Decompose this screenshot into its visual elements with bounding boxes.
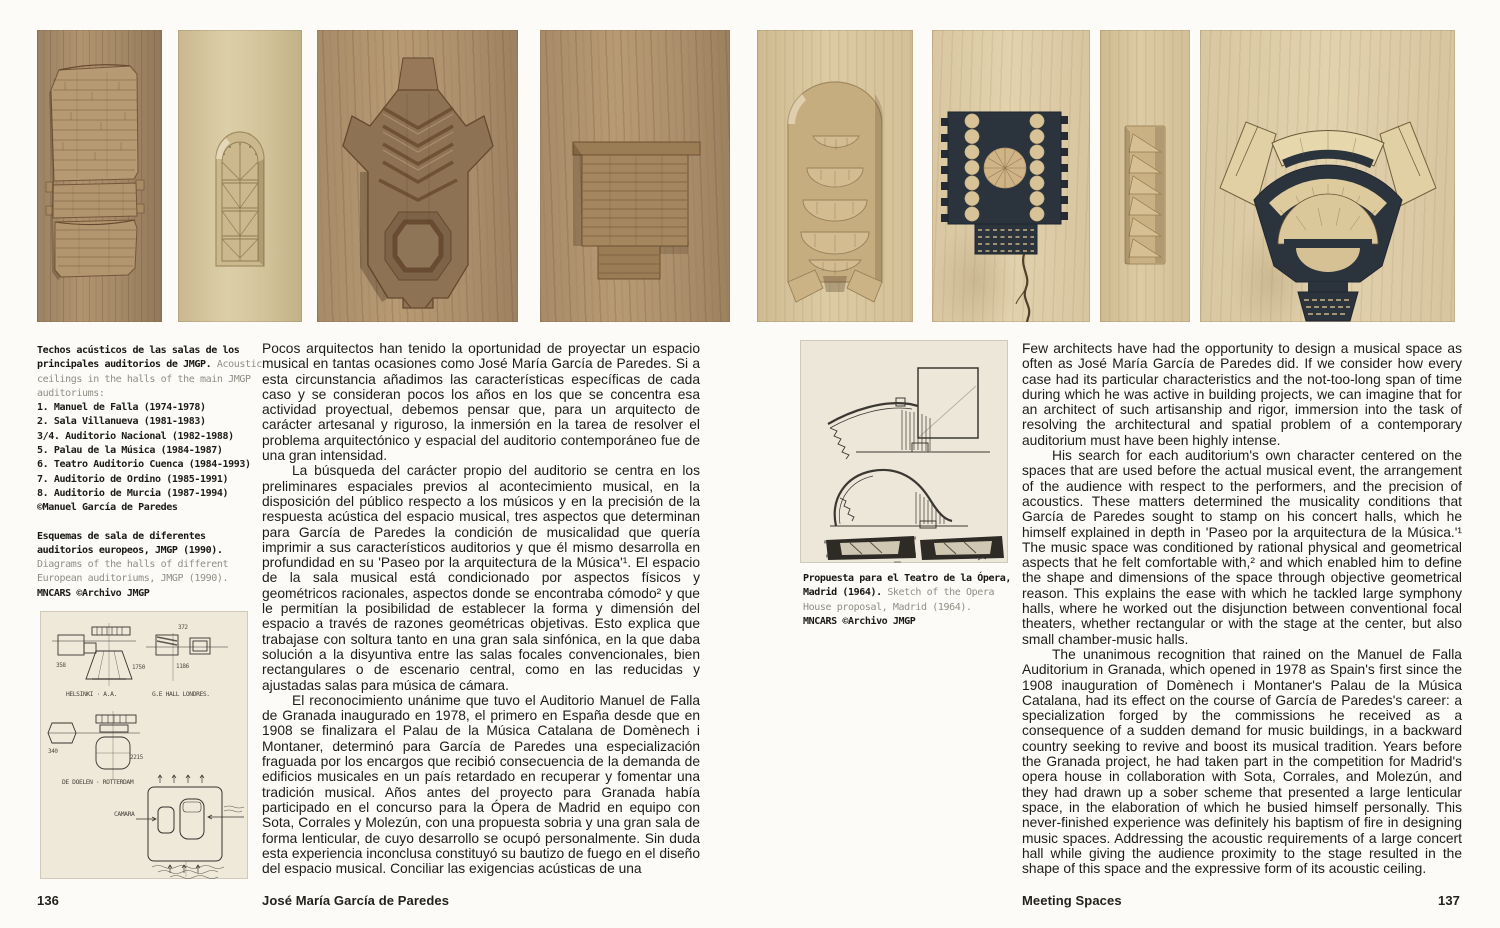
sketch-label-camara: CAMARA [114, 811, 135, 818]
caption-ceilings-credit: ©Manuel García de Paredes [37, 502, 178, 514]
carved-relief-cuenca [932, 30, 1090, 322]
carved-relief-auditorio-nacional [317, 30, 518, 322]
english-text-column [1022, 341, 1462, 876]
caption-gap [37, 516, 263, 530]
photo-manuel-de-falla-ceiling-model [37, 30, 162, 322]
photo-sala-villanueva-ceiling-model [178, 30, 302, 322]
caption-list-item: 5. Palau de la Música (1984-1987) [37, 445, 223, 457]
sketch-label-helsinki: HELSINKI · A.A. [66, 691, 117, 698]
sketch-number-helsinki-1: 358 [56, 662, 66, 669]
caption-list-item: 1. Manuel de Falla (1974-1978) [37, 402, 206, 414]
sketch-number-gehall-2: 1186 [176, 663, 189, 670]
figure-opera-house-sketch [800, 340, 1008, 563]
sketch-label-dedoelen: DE DOELEN · ROTTERDAM [62, 779, 134, 786]
caption-ceilings-es: Techos acústicos de las salas de los principales auditorios de JMGP. [37, 345, 240, 371]
english-paragraph-3: The unanimous recognition that rained on the Manuel de Falla Auditorium in Granada, which opened in 1978 as Spain's first since the 1908 inauguration of Domènech i Montaner's Palau de la Música Catalana, had its effect on the course of García de Paredes's career: a specialization forged by the commissions he received as a consequence of a sudden demand for music buildings, in a backward country seeking to revive and boost its musical tradition. Years before the Granada project, he had taken part in the competition for Madrid's opera house in collaboration with Sota, Corrales, and Molezún, and they had drawn up a sober scheme that presented a large lenticular space, in the elaboration of which he busied himself personally. This never-finished experience was definitely his baptism of fire in designing music spaces. Addressing the acoustic requirements of a large concert hall while giving the audience proximity to the stage resulted in the shape of this space and the expressive form of its acoustic ceiling. [1022, 646, 1462, 877]
sketch-number-gehall-1: 372 [178, 624, 188, 631]
photo-teatro-auditorio-cuenca-model [932, 30, 1090, 322]
caption-list-item: 7. Auditorio de Ordino (1985-1991) [37, 473, 229, 485]
carved-relief-palau-musica [757, 30, 913, 322]
opera-house-sketch [800, 340, 1008, 563]
caption-opera-es: Propuesta para el Teatro de la Ópera, Madrid (1964). [803, 573, 1011, 599]
sketch-number-dedoelen-1: 340 [48, 748, 58, 755]
caption-list-item: 3/4. Auditorio Nacional (1982-1988) [37, 430, 234, 442]
running-title-left: José María García de Paredes [262, 893, 450, 908]
caption-list-item: 8. Auditorio de Murcia (1987-1994) [37, 487, 229, 499]
caption-diagrams-credit: MNCARS ©Archivo JMGP [37, 587, 150, 599]
caption-ceilings-en: Acoustic ceilings in the halls of the main JMGP auditoriums: [37, 359, 262, 399]
spanish-paragraph-2: La búsqueda del carácter propio del auditorio se centra en los preliminares espaciales previos al acontecimiento musical, en la disposición del público respecto a los músicos y en la precisión de la respuesta acústica del espacio musical, tres aspectos que determinan para García de Paredes la condición de musicalidad que quería imprimir a sus característicos auditorios y que él mismo desarrolla en profundidad en su 'Paseo por la arquitectura de la Música'¹. El espacio de la sala musical está condicionado por aspectos físicos y geométricos racionales, aspectos donde se encontraba cómodo² y que le permitían la posibilidad de establecer la forma y dimensión del espacio a través de razones geométricas objetivas. Esto explica que trabajase con soltura tanto en una gran sala sinfónica, en la que daba solución a la disyuntiva entre las salas focales convencionales, bien rectangulares o de escenario central, como en las reducidas y ajustadas salas para música de cámara. [262, 463, 700, 693]
spanish-text-column [262, 341, 700, 876]
page-number-right: 137 [1438, 893, 1460, 908]
running-title-right: Meeting Spaces [1022, 893, 1122, 908]
english-paragraph-2: His search for each auditorium's own character centered on the spaces that are used before the actual musical event, the arrangement of the audience with respect to the performers, and the precision of acoustics. These matters determined the musicality conditions that García de Paredes sought to stamp on his concert halls, which he himself explained in depth in 'Paseo por la arquitectura de la Música.'¹ The music space was conditioned by rational physical and geometrical aspects that he felt comfortable with,² and which enabled him to define the shape and dimensions of the space through objective geometrical reason. This explains the ease with which he tackled large symphony halls, where he worked out the disjunction between conventional focal theaters, whether rectangular or with the stage at the center, but also small chamber-music halls. [1022, 448, 1462, 647]
carved-relief-manuel-de-falla [37, 30, 162, 322]
spanish-paragraph-1: Pocos arquitectos han tenido la oportunidad de proyectar un espacio musical en tantas ocasiones como José María García de Paredes. Si a esta circunstancia añadimos las características específicas de cada caso y se consideran pocos los años en los que se concentra esa actividad proyectual, debemos pensar que, para un arquitecto de carácter artesanal y riguroso, la inmersión en la tarea de resolver el problema arquitectónico y espacial del auditorio contemporáneo fue de una gran intensidad. [262, 341, 700, 464]
carved-relief-murcia [1200, 30, 1455, 322]
sketch-number-dedoelen-2: 2215 [130, 754, 143, 761]
caption-diagrams-en: Diagrams of the halls of different European auditoriums, JMGP (1990). [37, 559, 229, 585]
caption-list-item: 6. Teatro Auditorio Cuenca (1984-1993) [37, 459, 251, 471]
sketch-label-gehall: G.E HALL LONDRES. [152, 691, 210, 698]
caption-acoustic-ceilings [37, 344, 263, 601]
carved-relief-sala-villanueva [178, 30, 302, 322]
caption-diagrams-es: Esquemas de sala de diferentes auditorios europeos, JMGP (1990). [37, 530, 223, 556]
photo-auditorio-de-ordino-model [1100, 30, 1190, 322]
photo-auditorio-nacional-hall-model [540, 30, 730, 322]
spanish-paragraph-3: El reconocimiento unánime que tuvo el Auditorio Manuel de Falla de Granada inaugurado en 1978, el primero en España desde que en 1908 se finalizara el Palau de la Música Catalana de Domènech i Montaner, determinó para García de Paredes una especialización fraguada por los encargos que recibió consecuencia de la demanda de edificios musicales en un país retardado en recuperar y fomentar una tradición musical. Años antes del proyecto para Granada había participado en el concurso para la Ópera de Madrid en equipo con Sota, Corrales y Molezún, con una propuesta sobria y una gran sala de forma lenticular, de cuyo desarrollo se ocupó personalmente. Sin duda esta experiencia inconclusa constituyó su bautizo de fuego en el diseño del espacio musical. Conciliar las exigencias acústicas de una [262, 692, 700, 877]
photo-auditorio-de-murcia-model [1200, 30, 1455, 322]
figure-hall-diagrams-sketch [40, 611, 248, 879]
carved-relief-auditorio-nacional-hall [540, 30, 730, 322]
carved-relief-ordino [1100, 30, 1190, 322]
photo-palau-de-la-musica-ceiling-model [757, 30, 913, 322]
page-number-left: 136 [37, 893, 59, 908]
hall-diagrams-sketch [40, 611, 248, 879]
caption-opera-proposal [803, 572, 1011, 629]
photo-auditorio-nacional-ceiling-model [317, 30, 518, 322]
caption-opera-en: Sketch of the Opera House proposal, Madrid (1964). [803, 587, 995, 613]
sketch-number-helsinki-2: 1750 [132, 664, 145, 671]
english-paragraph-1: Few architects have had the opportunity to design a musical space as often as José María García de Paredes did. If we consider how every case had its particular characteristics and the not-too-long span of time during which he was active in building projects, we can imagine that for an architect of such artisanship and rigor, immersion into the task of resolving the architectural and spatial problem of a contemporary auditorium must have been highly intense. [1022, 341, 1462, 448]
caption-list-item: 2. Sala Villanueva (1981-1983) [37, 416, 206, 428]
caption-opera-credit: MNCARS ©Archivo JMGP [803, 615, 916, 627]
